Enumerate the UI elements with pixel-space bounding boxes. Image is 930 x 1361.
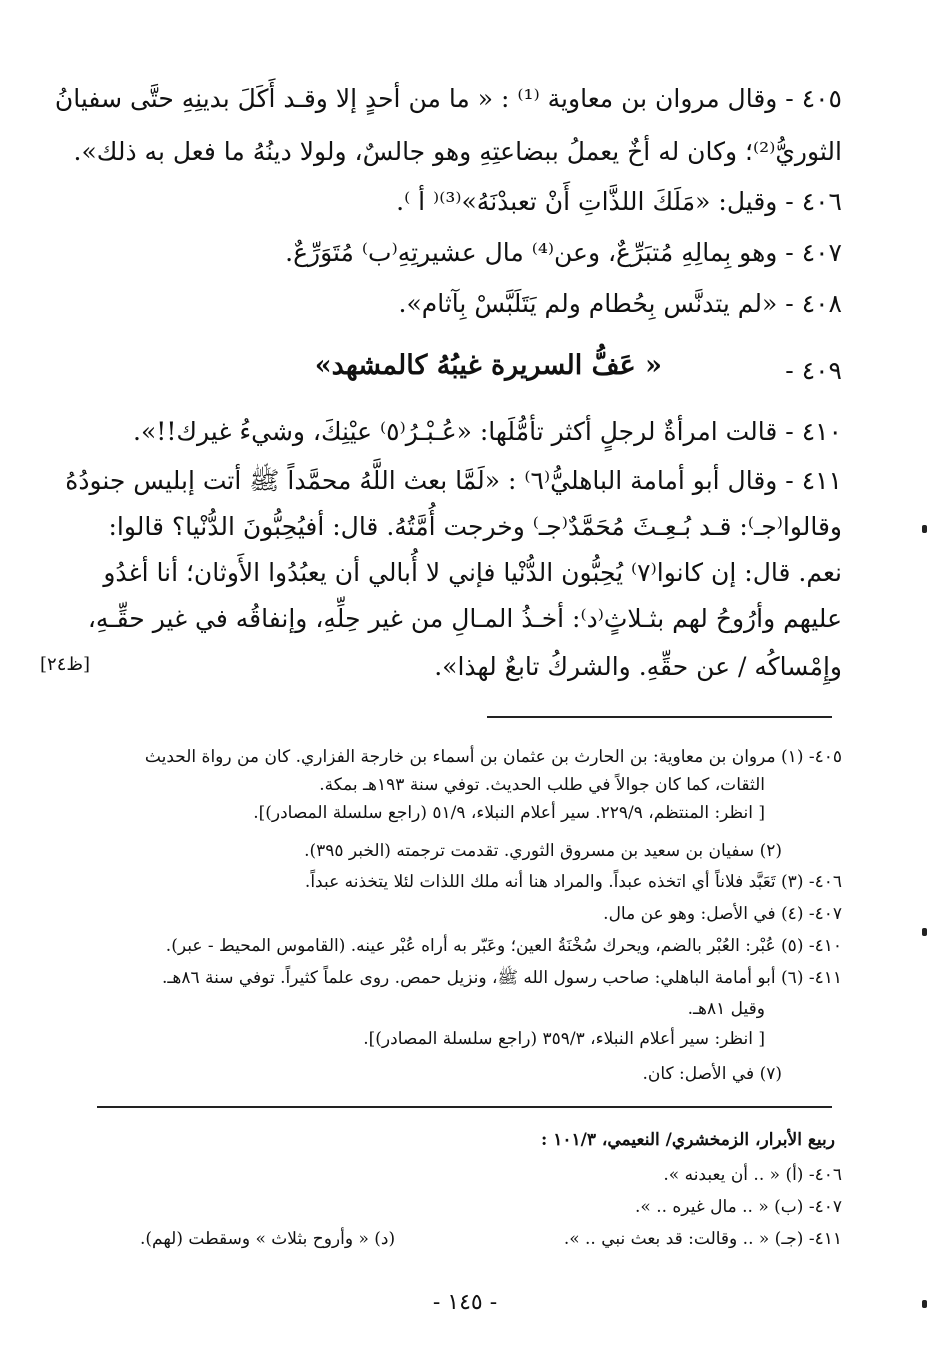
entry-411-line-3: نعم. قال: إن كانوا⁽٧⁾ يُحِبُّون الدُّنْيا فإني لا أُبالي أن يعبُدُوا الأَوثان؛ أنا أغدُو (103, 558, 842, 587)
footnote-line: ٤١٠- (٥) عُبْر: العُبْر بالضم، ويحرك سُخْنَةُ العين؛ وعَبّر به أراه عُبْر عينه. (القاموس المحيط - عبر). (165, 936, 842, 956)
entry-409-heading: « عَفُّ السريرة غيبُهُ كالمشهد» (314, 350, 662, 381)
footnote-line: (٢) سفيان بن سعيد بن مسروق الثوري. تقدمت ترجمته (الخبر ٣٩٥). (304, 841, 782, 861)
footnote-line: ٤١١- (٦) أبو أمامة الباهلي: صاحب رسول الله ﷺ، ونزيل حمص. روى علماً كثيراً. توفي سنة ٨٦هـ. (161, 968, 842, 988)
entry-410: ٤١٠ - قالت امرأةٌ لرجلٍ أكثر تأمُّلَها: «عُـبْـرُ⁽٥⁾ عيْنِكَ، وشيءُ غيرك!!». (133, 417, 842, 446)
entry-411-line-5: وإِمْساكُه / عن حقِّهِ. والشركُ تابعٌ لهذا». (434, 652, 842, 681)
entry-407: ٤٠٧ - وهو بِمالِهِ مُتبَرِّعٌ، وعن⁽⁴⁾ مال عشيرتِهِ⁽ب⁾ مُتَوَرِّعٌ. (285, 238, 842, 267)
entry-405-line-1: ٤٠٥ - وقال مروان بن معاوية ⁽¹⁾ : « ما من أحدٍ إلا وقـد أَكَلَ بدينِهِ حتَّى سفيانُ (54, 84, 842, 113)
entry-411-line-1: ٤١١ - وقال أبو أمامة الباهليُّ⁽٦⁾ : «لَمَّا بعث اللَّهُ محمَّداً ﷺ أتت إبليس جنودُهُ (65, 466, 842, 495)
variant-item: ٤٠٧- (ب) « .. مال غيره .. ». (634, 1197, 842, 1217)
entry-409-number: ٤٠٩ - (785, 356, 842, 385)
entry-405-line-2: الثوريُّ⁽²⁾؛ وكان له أخٌ يعملُ ببضاعتِهِ وهو جالسٌ، ولولا دينُهُ ما فعل به ذلك». (73, 137, 842, 166)
entry-406: ٤٠٦ - وقيل: «مَلَكَ اللذَّاتِ أَنْ تعبدْنَهُ»⁽³⁾⁽ أ ⁾. (396, 187, 842, 216)
footnote-line: وقيل ٨١هـ. (687, 999, 765, 1019)
footnote-separator (487, 716, 832, 718)
entry-411-line-2: وقالوا⁽جـ⁾: قـد بُـعِـثَ مُحَمَّدٌ⁽جـ⁾ وخرجت أُمَّتُهُ. قال: أفيُحِبُّونَ الدُّنْيا؟ قالوا: (108, 512, 842, 541)
variants-source: ربيع الأبرار، الزمخشري/ النعيمي، ١٠١/٣ : (541, 1130, 835, 1150)
entry-408: ٤٠٨ - «لم يتدنَّس بِحُطام ولم يَتَلَبَّسْ بِآثام». (398, 289, 842, 318)
footnote-line: الثقات، كما كان جوالاً في طلب الحديث. توفي سنة ١٩٣هـ بمكة. (319, 775, 765, 795)
manuscript-folio-ref: [ظ٢٤] (40, 654, 91, 675)
variants-separator (97, 1106, 832, 1108)
footnote-line: ٤٠٧- (٤) في الأصل: وهو عن مال. (603, 904, 842, 924)
footnote-line: [ انظر: المنتظم، ٢٢٩/٩. سير أعلام النبلاء، ٥١/٩ (راجع سلسلة المصادر)]. (253, 803, 765, 823)
variant-item: ٤١١- (جـ) « .. وقالت: قد بعث نبي .. ». (563, 1229, 842, 1249)
footnote-line: [ انظر: سير أعلام النبلاء، ٣٥٩/٣ (راجع سلسلة المصادر)]. (363, 1029, 765, 1049)
footnote-line: ٤٠٥- (١) مروان بن معاوية: بن الحارث بن عثمان بن أسماء بن خارجة الفزاري. كان من رواة الحديث (144, 747, 842, 767)
scan-mark (922, 1300, 927, 1308)
page-number: - ١٤٥ - (432, 1290, 498, 1315)
scan-mark (922, 525, 927, 533)
scan-mark (922, 928, 927, 936)
footnote-line: (٧) في الأصل: كان. (642, 1064, 782, 1084)
variant-item-d: (د) « وأروح بثلاث » وسقطت (لهم). (140, 1229, 396, 1249)
variant-item: ٤٠٦- (أ) « .. أن يعبدنه ». (663, 1165, 842, 1185)
footnote-line: ٤٠٦- (٣) تَعَبَّد فلاناً أي اتخذه عبداً. والمراد هنا أنه ملك اللذات لئلا يتخذنه عبداً. (304, 872, 842, 892)
entry-411-line-4: عليهم وأرُوحُ لهم بثـلاثٍ⁽د⁾: أخـذُ المـالِ من غير حِلِّهِ، وإنفاقُه في غير حقِّـهِ، (87, 604, 842, 633)
